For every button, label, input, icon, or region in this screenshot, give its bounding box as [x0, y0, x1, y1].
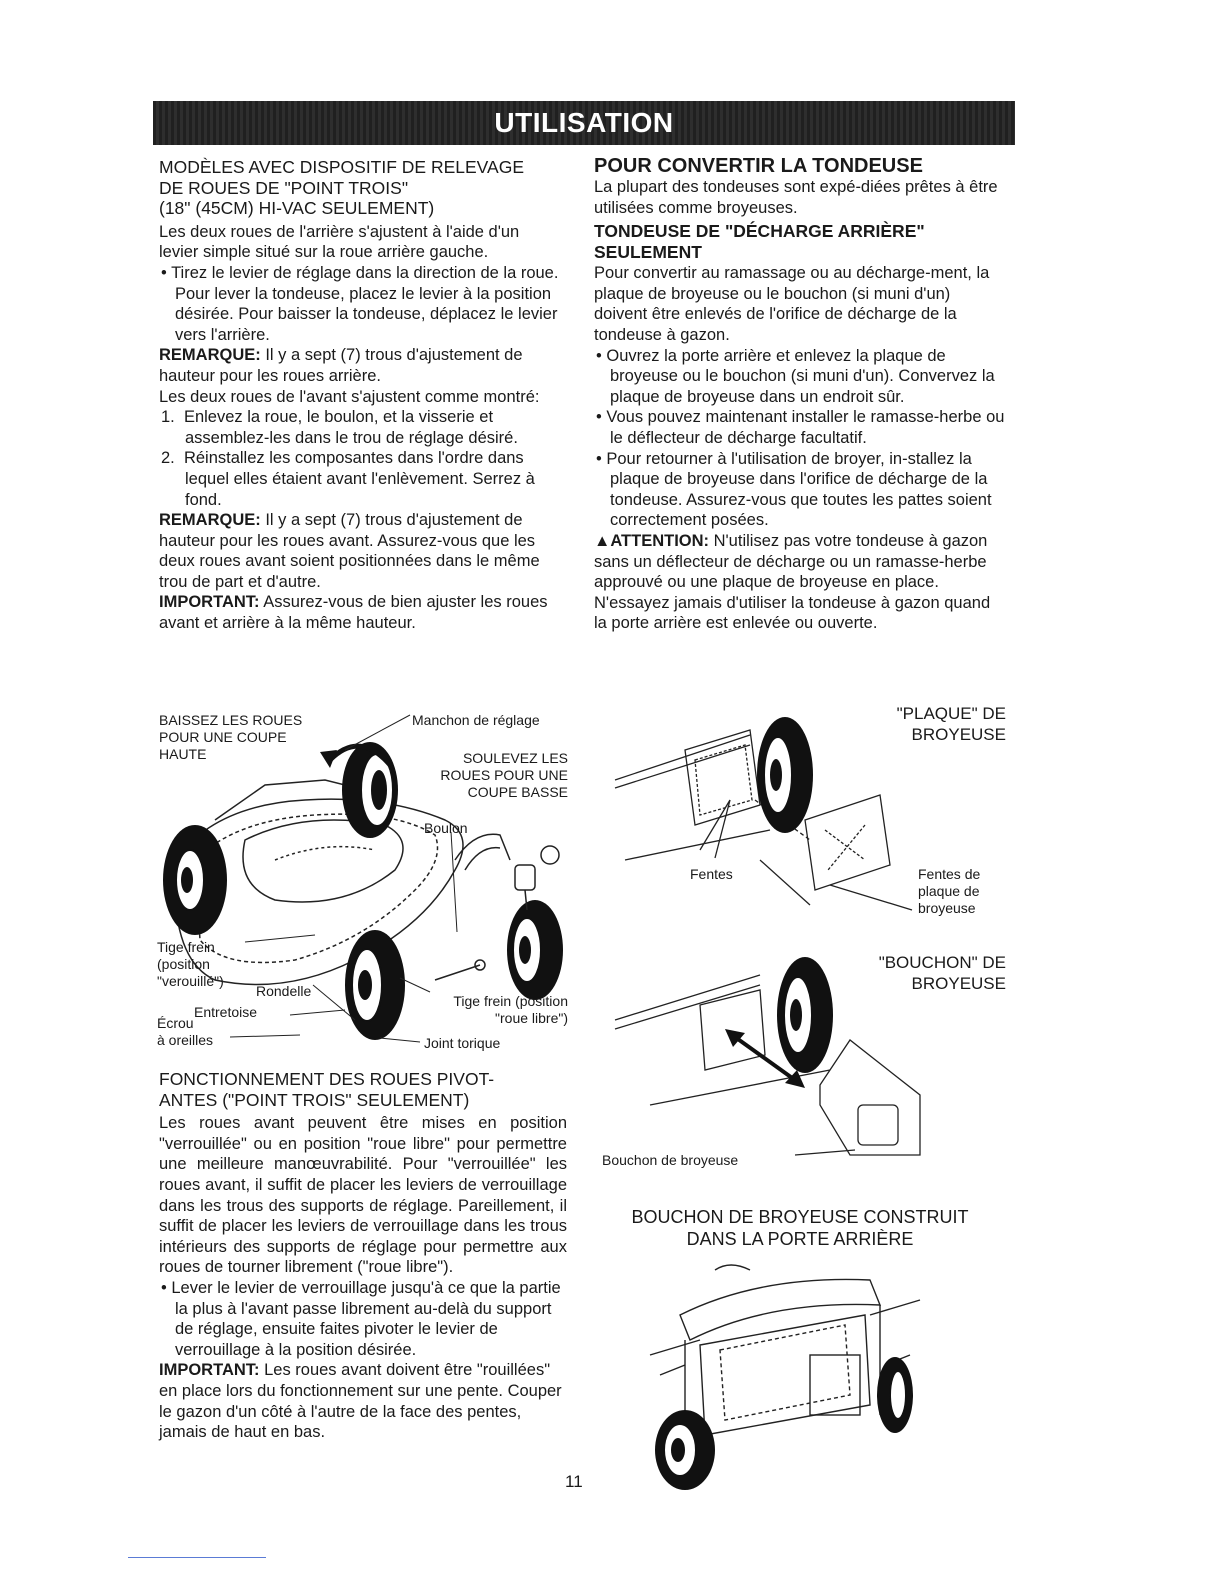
- heading-three-point-line1: MODÈLES AVEC DISPOSITIF DE RELEVAGE: [159, 157, 525, 177]
- heading-three-point-line2: DE ROUES DE "POINT TROIS": [159, 177, 409, 198]
- step-2-number: 2.: [161, 449, 175, 468]
- bullet-return-mulch-text: Pour retourner à l'utilisation de broyer, in-stallez la plaque de broyeuse dans l'orifice de décharge de la tondeuse. Assurez-vous que toutes les pattes soient correctement posées.: [606, 449, 992, 530]
- step-1-text: Enlevez la roue, le boulon, et la visserie et assemblez-les dans le trou de réglage désiré.: [183, 408, 518, 447]
- page-number: 11: [565, 1472, 583, 1491]
- heading-rear-discharge: TONDEUSE DE "DÉCHARGE ARRIÈRE" SEULEMENT: [594, 221, 925, 263]
- convert-paragraph: La plupart des tondeuses sont expé-diées prêtes à être utilisées comme broyeuses.: [594, 178, 998, 217]
- important-label: IMPORTANT:: [159, 1361, 260, 1380]
- label-rondelle: Rondelle: [256, 983, 312, 999]
- heading-convert: POUR CONVERTIR LA TONDEUSE: [594, 155, 923, 177]
- step-1-number: 1.: [161, 408, 175, 427]
- step-1: [159, 407, 561, 448]
- bullet-return-mulch: • Pour retourner à l'utilisation de broyer, in-stallez la plaque de broyeuse dans l'orifice de décharge de la tondeuse. Assurez-vous que toutes les pattes soient correctement posées.: [596, 449, 992, 530]
- label-soulevez-line3: COUPE BASSE: [467, 784, 568, 800]
- label-tige-frein-line3: "verouillé"): [157, 973, 224, 989]
- label-tige-frein-line2: (position: [157, 956, 210, 972]
- bullet-lock-lever-text: Lever le levier de verrouillage jusqu'à ce que la partie la plus à l'avant passe librement au-delà du support de réglage, ensuite faites pivoter le levier de verrouillage à la position désirée.: [171, 1278, 561, 1359]
- warning-text: N'utilisez pas votre tondeuse à gazon sans un déflecteur de décharge ou un ramasse-herbe approuvé ou une plaque de broyeuse en place. N'essayez jamais d'utiliser la tondeuse à gazon quand la porte arrière est enlevée ou ouverte.: [594, 531, 991, 633]
- mulch-plug-title: [820, 952, 1006, 994]
- label-fentes-plaque: [918, 866, 980, 917]
- remark-front-text: Il y a sept (7) trous d'ajustement de hauteur pour les roues avant. Assurez-vous que les deux roues avant soient positionnées dans le même trou de part et d'autre.: [159, 511, 540, 591]
- bullet-open-door: • Ouvrez la porte arrière et enlevez la plaque de broyeuse ou le bouchon (si muni d'un). Convervez la plaque de broyeuse dans un endroit sûr.: [596, 346, 995, 406]
- rear-wheel: [342, 742, 398, 838]
- right-wheel: [507, 900, 563, 1000]
- warning-triangle-icon: ▲: [594, 531, 611, 550]
- heading-pivot-line1: FONCTIONNEMENT DES ROUES PIVOT-: [159, 1069, 495, 1089]
- label-boulon: Boulon: [424, 820, 468, 836]
- label-baissez: [159, 712, 302, 763]
- label-baissez-line1: BAISSEZ LES ROUES: [159, 712, 303, 728]
- important-height-text: Assurez-vous de bien ajuster les roues avant et arrière à la même hauteur.: [159, 593, 548, 633]
- rear-door-drawing: [640, 1255, 940, 1495]
- heading-pivot-line2: ANTES ("POINT TROIS" SEULEMENT): [159, 1089, 470, 1110]
- label-baissez-line2: POUR UNE COUPE: [159, 729, 287, 745]
- label-fentes-plaque-line3: broyeuse: [918, 900, 976, 916]
- label-baissez-line3: HAUTE: [159, 746, 207, 762]
- step-2-text: Réinstallez les composantes dans l'ordre dans lequel elles étaient avant l'enlèvement. Serrez à fond.: [183, 449, 535, 509]
- mulch-plug-title-line1: "BOUCHON" DE: [878, 953, 1006, 972]
- left-column-top: [159, 157, 561, 634]
- section-banner: UTILISATION: [153, 101, 1015, 145]
- important-slope-text: Les roues avant doivent être "rouillées" en place lors du fonctionnement sur une pente. Couper le gazon d'un côté à l'autre de la face des pentes, jamais de haut en bas.: [159, 1361, 562, 1442]
- mulch-wheel: [757, 717, 813, 833]
- warning-label: ATTENTION:: [610, 531, 710, 550]
- important-label: IMPORTANT:: [159, 593, 260, 612]
- right-column-top: [594, 155, 1006, 634]
- label-tige-libre-line1: Tige frein (position: [453, 993, 568, 1009]
- label-tige-frein: [157, 939, 224, 990]
- label-ecrou: [157, 1015, 213, 1049]
- door-plug-caption-line2: DANS LA PORTE ARRIÈRE: [686, 1229, 914, 1249]
- left-column-bottom: [159, 1069, 567, 1443]
- convert-instructions: Pour convertir au ramassage ou au décharge-ment, la plaque de broyeuse ou le bouchon (si muni d'un) doivent être enlevés de l'orifice de décharge de la tondeuse à gazon.: [594, 264, 990, 344]
- label-soulevez-line1: SOULEVEZ LES: [462, 750, 568, 766]
- front-wheels-paragraph: Les deux roues de l'avant s'ajustent comme montré:: [159, 387, 540, 406]
- mulch-plate-title-line2: BROYEUSE: [911, 725, 1006, 744]
- door-right-wheel: [877, 1357, 913, 1433]
- label-bouchon: Bouchon de broyeuse: [602, 1152, 739, 1168]
- remark-front: [159, 510, 561, 592]
- label-tige-frein-line1: Tige frein: [157, 939, 215, 955]
- footer-rule: [128, 1557, 266, 1558]
- bullet-install-bag: • Vous pouvez maintenant installer le ramasse-herbe ou le déflecteur de décharge facultatif.: [596, 408, 1005, 447]
- label-manchon: Manchon de réglage: [412, 712, 540, 728]
- remark-rear-text: Il y a sept (7) trous d'ajustement de hauteur pour les roues arrière.: [159, 346, 523, 385]
- step-2: [159, 448, 561, 510]
- left-wheel: [163, 825, 227, 935]
- mulch-plate-title-line1: "PLAQUE" DE: [896, 704, 1006, 723]
- door-left-wheel: [655, 1410, 715, 1490]
- label-soulevez: [400, 750, 568, 801]
- remark-label: REMARQUE:: [159, 511, 261, 530]
- label-fentes-plaque-line2: plaque de: [918, 883, 980, 899]
- label-fentes-plaque-line1: Fentes de: [918, 866, 981, 882]
- door-plug-caption: [594, 1206, 1006, 1250]
- bullet-open-door-text: Ouvrez la porte arrière et enlevez la plaque de broyeuse ou le bouchon (si muni d'un). Convervez la plaque de broyeuse dans un endroit sûr.: [606, 346, 995, 406]
- important-slope: [159, 1360, 567, 1442]
- heading-three-point-line3: (18" (45CM) HI-VAC SEULEMENT): [159, 198, 435, 219]
- label-soulevez-line2: ROUES POUR UNE: [440, 767, 568, 783]
- label-joint: Joint torique: [424, 1035, 501, 1051]
- label-fentes: Fentes: [690, 866, 733, 882]
- label-entretoise: Entretoise: [194, 1004, 258, 1020]
- bullet-lever-text: Tirez le levier de réglage dans la direction de la roue. Pour lever la tondeuse, placez le levier à la position désirée. Pour baisser la tondeuse, déplacez le levier vers l'arrière.: [171, 263, 559, 344]
- bullet-install-bag-text: Vous pouvez maintenant installer le ramasse-herbe ou le déflecteur de décharge facultatif.: [606, 408, 1005, 447]
- rear-wheels-paragraph: Les deux roues de l'arrière s'ajustent à l'aide d'un levier simple situé sur la roue arrière gauche.: [159, 222, 520, 262]
- important-height: [159, 592, 561, 633]
- remark-label: REMARQUE:: [159, 346, 261, 365]
- bullet-lever: • Tirez le levier de réglage dans la direction de la roue. Pour lever la tondeuse, placez le levier à la position désirée. Pour baisser la tondeuse, déplacez le levier vers l'arrière.: [161, 263, 559, 344]
- remark-rear: [159, 345, 561, 386]
- label-tige-libre-line2: "roue libre"): [495, 1010, 568, 1026]
- label-tige-libre: [400, 993, 568, 1027]
- warning-paragraph: [594, 531, 1006, 634]
- pivot-paragraph: Les roues avant peuvent être mises en position "verrouillée" ou en position "roue libre" pour permettre une meilleure manœuvrabilité. Pour "verrouillée" les roues avant, il suffit de placer les leviers de verrouillage dans les trous des supports de réglage. Pareillement, il suffit de placer les leviers de verrouillage dans les trous intérieurs des supports de réglage pour permettre aux roues de tourner librement ("roue libre").: [159, 1114, 567, 1277]
- mulch-plug-title-line2: BROYEUSE: [911, 974, 1006, 993]
- front-wheel: [345, 930, 405, 1040]
- bullet-lock-lever: • Lever le levier de verrouillage jusqu'à ce que la partie la plus à l'avant passe librement au-delà du support de réglage, ensuite faites pivoter le levier de verrouillage à la position désirée.: [161, 1278, 561, 1359]
- mulch-plate-title: [820, 703, 1006, 745]
- label-ecrou-line1: Écrou: [157, 1015, 194, 1031]
- label-ecrou-line2: à oreilles: [157, 1032, 214, 1048]
- door-plug-caption-line1: BOUCHON DE BROYEUSE CONSTRUIT: [631, 1207, 969, 1227]
